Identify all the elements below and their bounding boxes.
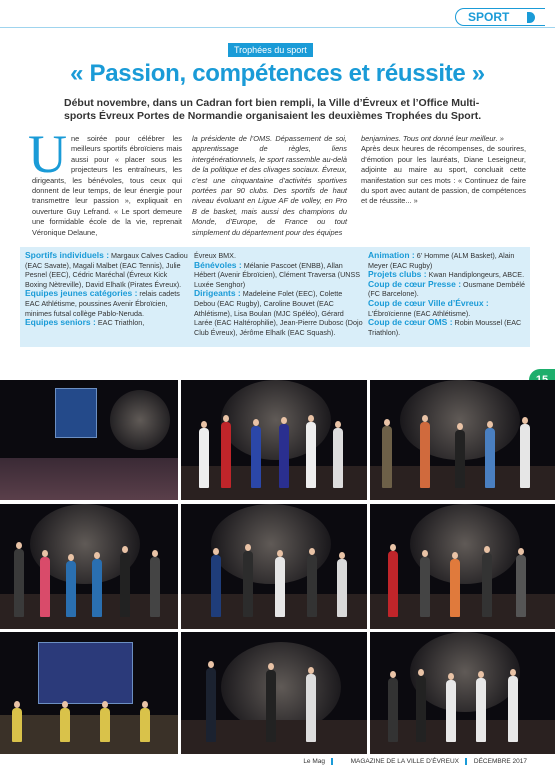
- photo-group-2: [181, 380, 367, 500]
- result-category: Equipes jeunes catégories :: [25, 288, 138, 299]
- photo-person: [516, 555, 526, 617]
- section-arrow-icon: [527, 12, 535, 23]
- body-col1-text: ne soirée pour célébrer les meilleurs sportifs ébroïciens mais aussi pour « placer sous les projecteurs les entraîneurs, les dirigeants, les bénévoles, tous ceux qui donnent de leur temps, de leur énergie pour transmettre leur passion », expliquait en ouverture Guy Lefrand. « Le sport demeure une formidable école de la vie, reprenait Véronique Delaune,: [32, 134, 182, 237]
- result-category: Coup de cœur Presse :: [368, 278, 462, 289]
- body-col3-text: Après deux heures de récompenses, de sourires, d’émotion pour les lauréats, Diane Leseigneur, adjointe au maire au sport, concluait cette manifestation sur ces mots : « Continuez de faire du sport avec autant de passion, de compétences et de réussite... »: [361, 144, 526, 206]
- body-column-1: [28, 124, 182, 238]
- result-text: Margaux Calves Cadiou (EAC Savate), Magali Malbet (EAC Tennis), Julie Pesnel (EEC), Cédric Maréchal (Évreux Kick Boxing Nètreville), David Elhaïk (Pirates Évreux).: [25, 251, 188, 289]
- photo-person: [266, 670, 276, 742]
- result-entry: [368, 280, 528, 299]
- footer-divider: [331, 758, 333, 765]
- photo-group-3: [370, 380, 555, 500]
- photo-person: [279, 424, 289, 488]
- result-text: L’Ébroïcienne (EAC Athlétisme).: [368, 308, 471, 318]
- result-entry: [194, 261, 364, 290]
- photo-audience: [0, 380, 178, 500]
- result-entry: [25, 318, 190, 328]
- photo-group-4: [0, 504, 178, 629]
- photo-person: [520, 424, 530, 488]
- photo-group-5: [181, 504, 367, 629]
- photo-person: [482, 553, 492, 617]
- photo-person: [382, 426, 392, 488]
- photo-person: [420, 422, 430, 488]
- results-column-1: [25, 251, 190, 328]
- photo-person: [92, 559, 102, 617]
- result-text: relais cadets EAC Athlétisme, poussines Avenir Ébroïcien, minimes futsal collège Pablo-Neruda.: [25, 289, 180, 318]
- photo-person: [508, 676, 518, 742]
- photo-person: [12, 708, 22, 742]
- result-category: Bénévoles :: [194, 259, 242, 270]
- photo-person: [100, 708, 110, 742]
- footer-title: MAGAZINE DE LA VILLE D’ÉVREUX: [350, 758, 459, 765]
- result-category: Equipes seniors :: [25, 317, 96, 328]
- result-text: 6’ Homme (ALM Basket), Alain Meyer (EAC Rugby): [368, 251, 515, 270]
- result-entry: [368, 251, 528, 270]
- result-text: EAC Triathlon,: [95, 318, 145, 328]
- section-rule: [0, 27, 555, 28]
- photo-speakers: [181, 632, 367, 754]
- photo-person: [150, 557, 160, 617]
- result-text: Ousmane Dembélé (FC Barcelone).: [368, 279, 525, 299]
- photo-person: [14, 549, 24, 617]
- result-category: Animation :: [368, 250, 415, 260]
- headline: « Passion, compétences et réussite »: [70, 60, 485, 87]
- body-column-3: [361, 134, 526, 207]
- photo-light: [110, 390, 170, 450]
- section-tab: [455, 8, 545, 26]
- body-column-2: la présidente de l’OMS. Dépassement de soi, apprentissage de règles, liens intergénérationnels, le sport rassemble au-delà de la politique et des clivages sociaux. Évreux, c’est une cinquantaine d’activités sportives portées par 90 clubs. Des sportifs de haut niveau évoluant en Ligue AF de volley, en Pro B de basket, mais aussi des champions du Monde, d’Europe, de France ou tout simplement du département pour des équipes: [192, 134, 347, 237]
- kicker: Trophées du sport: [228, 43, 313, 57]
- result-text: Évreux BMX.: [194, 251, 236, 260]
- photo-screen: [38, 642, 133, 704]
- section-label: SPORT: [468, 10, 510, 24]
- chapo: Début novembre, dans un Cadran fort bien rempli, la Ville d’Évreux et l’Office Multi-sports Évreux Portes de Normandie organisaient les deuxièmes Trophées du Sport.: [64, 97, 482, 122]
- photo-person: [306, 422, 316, 488]
- results-column-3: [368, 251, 528, 337]
- photo-person: [40, 557, 50, 617]
- result-entry: [368, 299, 528, 318]
- photo-person: [388, 551, 398, 617]
- photo-screen: [55, 388, 97, 438]
- photo-person: [416, 676, 426, 742]
- result-text: Robin Moussel (EAC Triathlon).: [368, 318, 522, 337]
- photo-person: [199, 428, 209, 488]
- photo-person: [60, 708, 70, 742]
- result-text: Madeleine Folet (EEC), Colette Debou (EAC Rugby), Caroline Bouvet (EAC Athlétisme), Lisa Boulan (MJC Spéléo), Gérard Larée (EAC Haltérophilie), Jean-Pierre Dubosc (Dojo Club Évreux), Jérôme Elhaïk (EAC Squash).: [194, 289, 363, 337]
- footer-date: DÉCEMBRE 2017: [473, 758, 527, 765]
- photo-person: [251, 426, 261, 488]
- result-entry: [25, 289, 190, 318]
- photo-person: [307, 555, 317, 617]
- footer-mag: Le Mag: [303, 758, 325, 765]
- result-entry: [194, 289, 364, 337]
- body-col3-quote: benjamines. Tous ont donné leur meilleur. »: [361, 134, 504, 143]
- photo-group-9: [370, 632, 555, 754]
- result-category: Dirigeants :: [194, 288, 241, 299]
- result-category: Projets clubs :: [368, 269, 427, 280]
- photo-person: [420, 557, 430, 617]
- photo-light: [410, 632, 520, 712]
- photo-person: [446, 680, 456, 742]
- photo-person: [275, 557, 285, 617]
- photo-group-6: [370, 504, 555, 629]
- photo-person: [206, 668, 216, 742]
- photo-video-screen: [0, 632, 178, 754]
- dropcap: U: [28, 124, 67, 184]
- photo-person: [211, 555, 221, 617]
- result-category: Coup de cœur OMS :: [368, 317, 453, 328]
- result-category: Sportifs individuels :: [25, 250, 110, 260]
- photo-stage: [0, 715, 178, 754]
- result-entry: [25, 251, 190, 289]
- page-footer: [0, 754, 555, 768]
- photo-person: [337, 559, 347, 617]
- results-column-2: [194, 251, 364, 337]
- photo-person: [66, 561, 76, 617]
- photo-light: [221, 642, 341, 732]
- footer-divider: [465, 758, 467, 765]
- photo-person: [450, 559, 460, 617]
- photo-person: [476, 678, 486, 742]
- results-box: [20, 247, 530, 347]
- photo-person: [306, 674, 316, 742]
- photo-person: [120, 553, 130, 617]
- photo-person: [243, 551, 253, 617]
- photo-person: [455, 430, 465, 488]
- photo-person: [221, 422, 231, 488]
- photo-stage: [0, 458, 178, 500]
- result-category: Coup de cœur Ville d’Évreux :: [368, 297, 489, 308]
- photo-person: [485, 428, 495, 488]
- result-text: Kwan Handiplongeurs, ABCE.: [426, 270, 525, 280]
- photo-person: [333, 428, 343, 488]
- result-entry: [368, 318, 528, 337]
- photo-person: [140, 708, 150, 742]
- result-text: Mélanie Pascoet (ENBB), Allan Hébert (Avenir Ébroïcien), Clément Traversa (UNSS Luxée Senghor): [194, 260, 361, 289]
- photo-person: [388, 678, 398, 742]
